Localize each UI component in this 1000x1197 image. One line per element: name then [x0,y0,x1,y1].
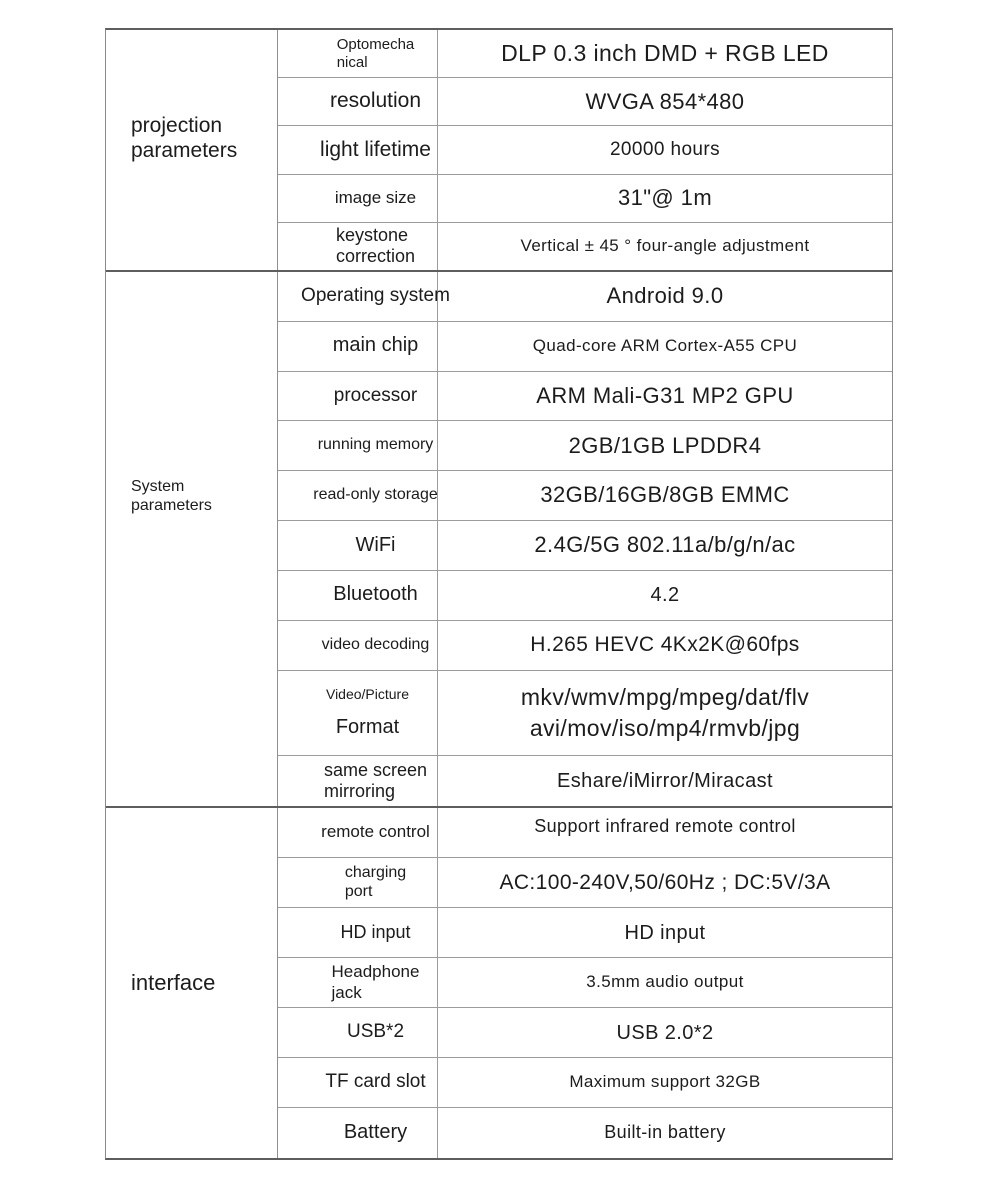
spec-label-text: image size [334,188,417,208]
spec-value-text: DLP 0.3 inch DMD + RGB LED [501,39,829,66]
spec-value-cell [437,421,892,470]
spec-value-cell [437,671,892,756]
spec-value-cell [437,30,892,77]
spec-row [278,1108,892,1158]
group-label-system-parameters: System parameters [131,478,212,514]
spec-label-cell [278,671,437,756]
spec-value-text: Eshare/iMirror/Miracast [557,770,773,793]
spec-label-cell [278,1108,437,1158]
spec-label-cell [278,908,437,957]
spec-value-cell [437,372,892,421]
spec-row [278,858,892,908]
spec-label-cell [278,372,437,421]
spec-label-text: light lifetime [320,137,431,161]
spec-label-cell [278,322,437,371]
spec-value-cell [437,272,892,321]
spec-value-text: 2.4G/5G 802.11a/b/g/n/ac [534,532,796,558]
spec-value-cell [437,756,892,806]
spec-value-text: 20000 hours [609,138,721,160]
spec-row [278,471,892,521]
spec-value-cell [437,126,892,173]
spec-value-cell [437,958,892,1007]
spec-row [278,30,892,78]
spec-value-text: mkv/wmv/mpg/mpeg/dat/flv avi/mov/iso/mp4/rmvb/jpg [520,683,810,741]
spec-row [278,521,892,571]
spec-label-text: video decoding [321,635,430,653]
spec-label-text: main chip [332,334,419,357]
spec-label-cell [278,621,437,670]
spec-value-cell [437,808,892,857]
spec-label-cell [278,808,437,857]
spec-value-text: USB 2.0*2 [616,1021,714,1044]
spec-value-cell [437,621,892,670]
spec-value-text: 3.5mm audio output [586,972,744,992]
spec-value-cell [437,78,892,125]
spec-row [278,1008,892,1058]
spec-label-text: charging port [344,863,407,900]
spec-label-cell [278,858,437,907]
section-projection-parameters [106,30,892,272]
spec-row [278,322,892,372]
spec-value-text: 2GB/1GB LPDDR4 [568,432,762,458]
spec-label-text: resolution [329,89,422,113]
spec-label-text: processor [333,384,418,406]
spec-label-cell [278,756,437,806]
spec-row [278,958,892,1008]
spec-value-text: 4.2 [650,584,680,607]
spec-value-text: WVGA 854*480 [585,88,745,114]
spec-label-text: read-only storage [313,486,438,504]
spec-label-text: running memory [317,436,434,454]
spec-table [105,28,893,1160]
spec-row [278,571,892,621]
spec-label-text: Video/Picture Format [325,686,409,738]
section-interface [106,808,892,1158]
spec-value-text: ARM Mali-G31 MP2 GPU [536,382,794,408]
spec-value-cell [437,571,892,620]
spec-label-text: USB*2 [346,1021,405,1043]
spec-row [278,671,892,757]
spec-label-text: Operating system [301,285,450,307]
group-label-interface: interface [131,970,216,996]
spec-label-cell [278,1058,437,1107]
spec-value-text: 32GB/16GB/8GB EMMC [540,482,790,508]
spec-row [278,808,892,858]
spec-value-cell [437,908,892,957]
spec-row [278,372,892,422]
rows-interface [278,808,892,1158]
spec-label-text: Bluetooth [333,583,418,606]
spec-row [278,908,892,958]
spec-label-text: TF card slot [325,1071,426,1093]
spec-value-cell [437,1108,892,1158]
spec-label-cell [278,421,437,470]
spec-label-cell [278,1008,437,1057]
spec-row [278,621,892,671]
spec-label-text: WiFi [355,533,396,556]
spec-label-cell [278,471,437,520]
spec-row [278,272,892,322]
spec-value-cell [437,322,892,371]
rows-projection-parameters [278,30,892,270]
spec-value-cell [437,521,892,570]
spec-value-text: Vertical ± 45 ° four-angle adjustment [520,236,810,256]
spec-value-text: 31"@ 1m [617,184,713,210]
spec-row [278,78,892,126]
spec-row [278,223,892,270]
spec-value-text: H.265 HEVC 4Kx2K@60fps [530,633,800,657]
spec-value-cell [437,1058,892,1107]
group-label-projection-parameters: projection parameters [131,114,238,162]
spec-value-text: Quad-core ARM Cortex-A55 CPU [532,336,798,356]
section-system-parameters [106,272,892,808]
spec-row [278,1058,892,1108]
spec-value-text: HD input [624,921,706,944]
spec-label-text: Headphone jack [331,962,420,1002]
spec-value-text: AC:100-240V,50/60Hz ; DC:5V/3A [499,870,831,894]
rows-system-parameters [278,272,892,806]
spec-label-text: same screen mirroring [323,759,428,802]
spec-label-cell [278,126,437,173]
group-cell-system-parameters [106,272,278,806]
spec-label-text: Battery [343,1121,408,1144]
spec-value-cell [437,223,892,270]
spec-value-text: Maximum support 32GB [569,1072,761,1092]
spec-label-cell [278,272,450,321]
spec-label-cell [278,958,437,1007]
spec-value-cell [437,471,892,520]
spec-value-text: Android 9.0 [606,283,724,309]
spec-value-cell [437,175,892,222]
spec-value-text: Support infrared remote control [534,816,796,836]
spec-label-text: keystone correction [335,225,416,267]
spec-label-cell [278,30,437,77]
spec-row [278,421,892,471]
spec-label-text: HD input [340,921,411,942]
spec-label-cell [278,571,437,620]
spec-value-cell [437,1008,892,1057]
spec-label-cell [278,223,437,270]
spec-value-text: Built-in battery [604,1122,726,1143]
spec-value-cell [437,858,892,907]
spec-row [278,756,892,806]
spec-label-cell [278,175,437,222]
group-cell-interface [106,808,278,1158]
spec-label-text: Optomecha nical [336,35,415,71]
spec-row [278,126,892,174]
spec-row [278,175,892,223]
spec-label-cell [278,521,437,570]
spec-label-cell [278,78,437,125]
group-cell-projection-parameters [106,30,278,270]
spec-label-text: remote control [321,822,430,842]
